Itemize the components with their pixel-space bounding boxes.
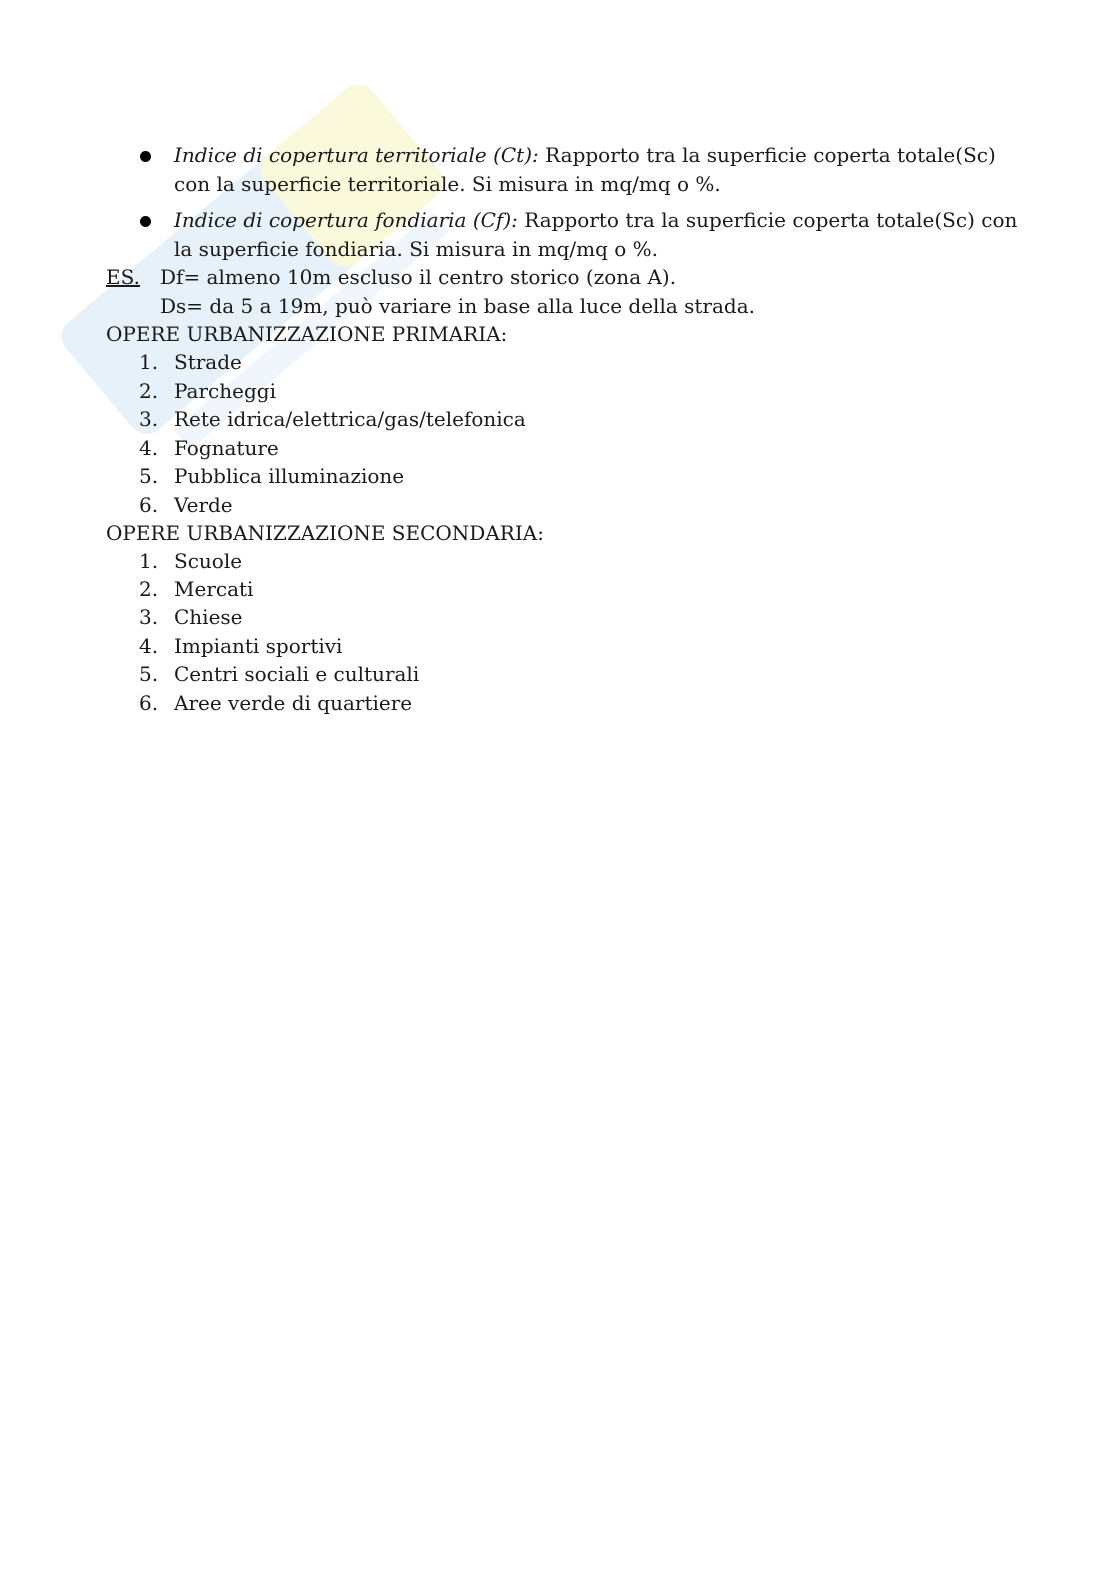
list-number: 2. <box>139 577 159 601</box>
definition-term: Indice di copertura territoriale (Ct): <box>174 143 539 167</box>
definition-ct <box>174 141 1024 198</box>
list-number: 1. <box>139 549 159 573</box>
example-line-1: Df= almeno 10m escluso il centro storico (zona A). <box>160 265 677 289</box>
definition-cf <box>174 206 1024 263</box>
list-number: 4. <box>139 436 159 460</box>
primary-heading: OPERE URBANIZZAZIONE PRIMARIA: <box>106 322 508 346</box>
list-item-text: Mercati <box>174 577 254 601</box>
example-line-2: Ds= da 5 a 19m, può variare in base alla luce della strada. <box>160 294 755 318</box>
list-item-text: Parcheggi <box>174 379 276 403</box>
list-item-text: Verde <box>174 493 233 517</box>
list-number: 3. <box>139 605 159 629</box>
example-label: ES. <box>106 265 140 289</box>
secondary-heading: OPERE URBANIZZAZIONE SECONDARIA: <box>106 521 544 545</box>
list-item-text: Centri sociali e culturali <box>174 662 420 686</box>
list-item-text: Aree verde di quartiere <box>174 691 413 715</box>
bullet-icon <box>140 216 151 227</box>
definition-term: Indice di copertura fondiaria (Cf): <box>174 208 518 232</box>
definition-text: Rapporto tra la superficie coperta totale(Sc) con la superficie fondiaria. Si misura in mq/mq o %. <box>174 208 1018 261</box>
list-item-text: Impianti sportivi <box>174 634 343 658</box>
bullet-icon <box>140 151 151 162</box>
list-number: 5. <box>139 464 159 488</box>
list-item-text: Pubblica illuminazione <box>174 464 405 488</box>
list-item-text: Strade <box>174 350 242 374</box>
list-number: 5. <box>139 662 159 686</box>
list-item-text: Fognature <box>174 436 279 460</box>
list-item-text: Chiese <box>174 605 243 629</box>
definition-text: Rapporto tra la superficie coperta totale(Sc) con la superficie territoriale. Si misura in mq/mq o %. <box>174 143 996 196</box>
list-number: 6. <box>139 691 159 715</box>
list-item-text: Scuole <box>174 549 243 573</box>
list-number: 6. <box>139 493 159 517</box>
list-item-text: Rete idrica/elettrica/gas/telefonica <box>174 407 526 431</box>
list-number: 2. <box>139 379 159 403</box>
list-number: 3. <box>139 407 159 431</box>
list-number: 4. <box>139 634 159 658</box>
list-number: 1. <box>139 350 159 374</box>
